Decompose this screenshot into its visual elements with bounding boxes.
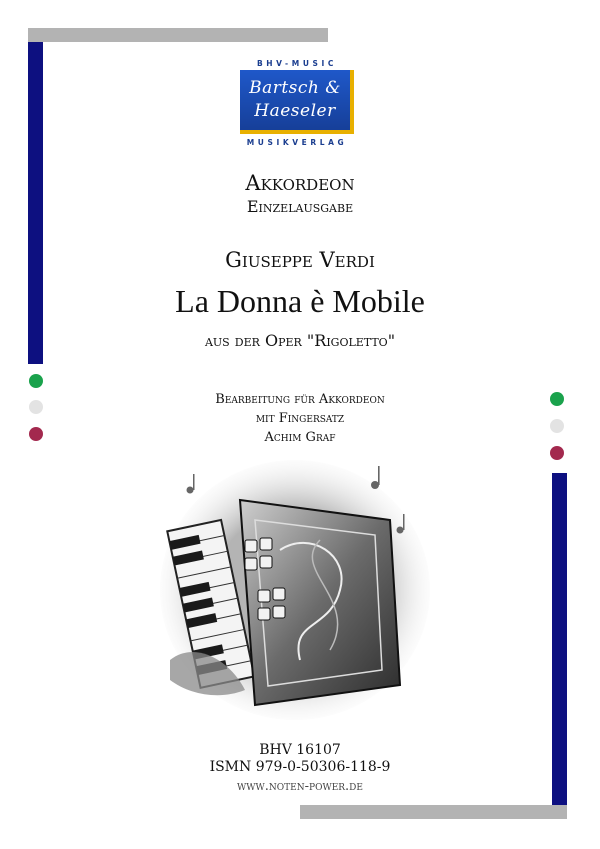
arrangement-line-2: mit Fingersatz: [255, 411, 345, 426]
top-gray-bar: [28, 28, 328, 42]
bottom-gray-bar: [300, 805, 567, 819]
accordion-illustration: [160, 460, 430, 720]
website-link[interactable]: www.noten-power.de: [237, 779, 363, 794]
arranger-name: Achim Graf: [264, 430, 336, 445]
instrument-heading: Akkordeon: [245, 171, 355, 195]
right-red-dot: [550, 446, 564, 460]
arrangement-line-1: Bearbeitung für Akkordeon: [215, 392, 385, 407]
logo-line-1: Bartsch &: [249, 78, 341, 98]
publisher-logo: [234, 56, 360, 148]
ismn-number: ISMN 979-0-50306-118-9: [209, 759, 391, 775]
piece-subtitle: aus der Oper "Rigoletto": [204, 331, 396, 350]
catalog-number: BHV 16107: [259, 742, 341, 758]
piece-title: La Donna è Mobile: [175, 283, 425, 319]
logo-line-2: Haeseler: [254, 101, 336, 121]
logo-bottom-text: MUSIKVERLAG: [246, 138, 348, 147]
edition-label: Einzelausgabe: [246, 197, 354, 216]
composer-name: Giuseppe Verdi: [225, 248, 375, 272]
left-green-dot: [29, 374, 43, 388]
logo-box: [240, 70, 354, 134]
logo-top-text: BHV-MUSIC: [256, 59, 337, 68]
